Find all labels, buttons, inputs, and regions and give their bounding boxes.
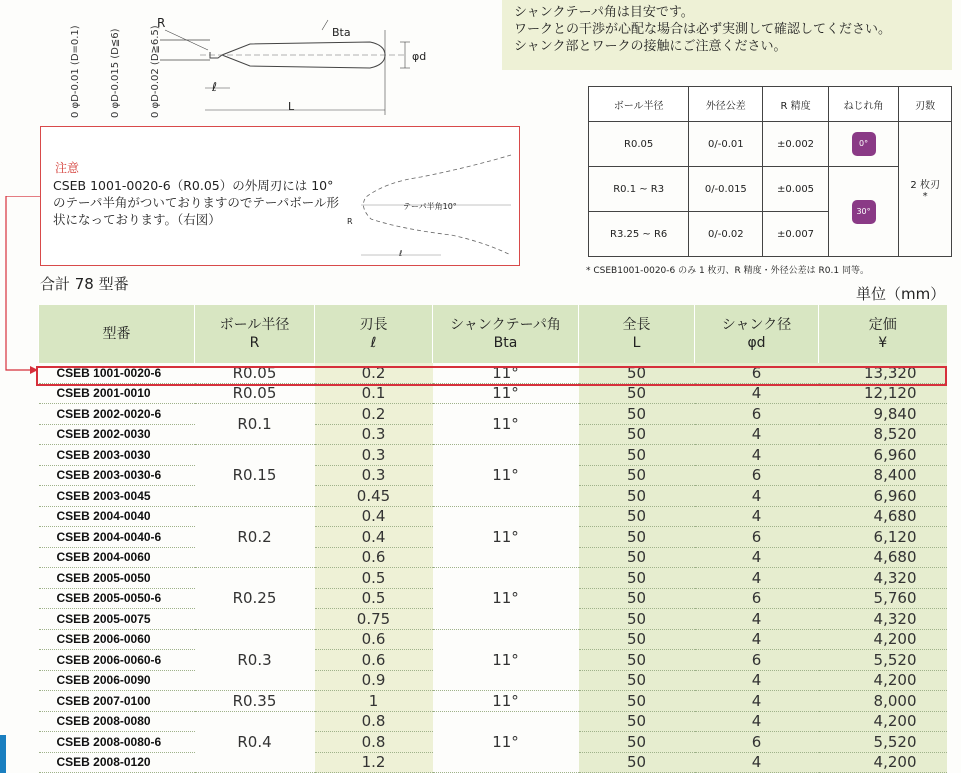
flute-length-cell: 0.2 <box>315 404 433 425</box>
model-cell: CSEB 2001-0010 <box>39 383 195 404</box>
model-cell: CSEB 2005-0075 <box>39 609 195 630</box>
dia-cell: 4 <box>695 670 819 691</box>
table-row <box>39 691 947 712</box>
radius-cell: R0.3 <box>195 629 315 691</box>
table-row <box>39 404 947 425</box>
price-cell: 4,200 <box>819 670 947 691</box>
length-cell: 50 <box>579 691 695 712</box>
taper-cell: 11° <box>433 383 579 404</box>
flutes-mark: * <box>922 191 928 202</box>
price-cell: 5,520 <box>819 650 947 671</box>
price-cell: 8,400 <box>819 465 947 486</box>
price-cell: 6,960 <box>819 445 947 466</box>
dia-cell: 4 <box>695 424 819 445</box>
radius-cell: R0.2 <box>195 506 315 568</box>
model-cell: CSEB 2003-0030 <box>39 445 195 466</box>
col-header-price: 定価 ¥ <box>819 305 947 363</box>
length-cell: 50 <box>579 609 695 630</box>
flute-length-cell: 0.3 <box>315 424 433 445</box>
length-cell: 50 <box>579 588 695 609</box>
spec-cell: R0.1 ~ R3 <box>589 167 689 212</box>
notice-line: シャンクテーパ角は目安です。 <box>514 5 694 20</box>
model-cell: CSEB 2008-0080 <box>39 711 195 732</box>
dia-cell: 4 <box>695 629 819 650</box>
length-cell: 50 <box>579 383 695 404</box>
dia-cell: 4 <box>695 445 819 466</box>
taper-angle-label: テーパ半角10° <box>403 202 457 211</box>
model-cell: CSEB 2004-0060 <box>39 547 195 568</box>
taper-cell: 11° <box>433 691 579 712</box>
table-row <box>39 629 947 650</box>
tool-dimension-drawing <box>60 0 480 125</box>
model-cell: CSEB 2004-0040 <box>39 506 195 527</box>
flute-length-cell: 0.5 <box>315 588 433 609</box>
model-cell: CSEB 2008-0080-6 <box>39 732 195 753</box>
length-cell: 50 <box>579 527 695 548</box>
notice-line: シャンク部とワークの接触にご注意ください。 <box>514 39 787 54</box>
flute-length-cell: 0.6 <box>315 629 433 650</box>
price-cell: 6,120 <box>819 527 947 548</box>
taper-cell: 11° <box>433 445 579 507</box>
col-header-radius: ボール半径 R <box>195 305 315 363</box>
dia-cell: 6 <box>695 650 819 671</box>
tolerance-label: 0 φD-0.01 (D=0.1) <box>70 25 81 118</box>
flute-length-cell: 0.4 <box>315 527 433 548</box>
dia-cell: 4 <box>695 383 819 404</box>
spec-footnote: * CSEB1001-0020-6 のみ 1 枚刃、R 精度・外径公差は R0.1 同等。 <box>586 266 869 276</box>
price-cell: 4,200 <box>819 711 947 732</box>
model-cell: CSEB 2006-0060 <box>39 629 195 650</box>
taper-cell: 11° <box>433 629 579 691</box>
table-row <box>39 711 947 732</box>
price-cell: 4,680 <box>819 506 947 527</box>
dia-cell: 4 <box>695 711 819 732</box>
length-cell: 50 <box>579 732 695 753</box>
spec-cell: ±0.002 <box>763 122 828 167</box>
length-cell: 50 <box>579 363 695 383</box>
length-cell: 50 <box>579 711 695 732</box>
price-cell: 5,520 <box>819 732 947 753</box>
taper-cell: 11° <box>433 404 579 445</box>
spec-cell: 0/-0.01 <box>689 122 763 167</box>
unit-label: 単位（mm） <box>856 285 946 303</box>
flute-length-symbol: ℓ <box>212 80 217 94</box>
model-cell: CSEB 1001-0020-6 <box>39 363 195 383</box>
flute-length-cell: 0.2 <box>315 363 433 383</box>
diagram-radius-label: R <box>347 217 353 226</box>
model-cell: CSEB 2006-0090 <box>39 670 195 691</box>
dia-cell: 6 <box>695 404 819 425</box>
caution-title: 注意 <box>55 161 80 175</box>
length-cell: 50 <box>579 752 695 773</box>
flute-length-cell: 0.8 <box>315 732 433 753</box>
length-cell: 50 <box>579 445 695 466</box>
model-cell: CSEB 2003-0045 <box>39 486 195 507</box>
col-header-flute-length: 刃長 ℓ <box>315 305 433 363</box>
model-cell: CSEB 2007-0100 <box>39 691 195 712</box>
table-row <box>39 568 947 589</box>
tolerance-label: 0 φD-0.015 (D≦6) <box>110 28 121 118</box>
col-header-overall-length: 全長 L <box>579 305 695 363</box>
price-cell: 13,320 <box>819 363 947 383</box>
dia-cell: 4 <box>695 609 819 630</box>
table-row <box>39 445 947 466</box>
radius-cell: R0.05 <box>195 383 315 404</box>
twist-angle-cell <box>828 122 899 167</box>
taper-ball-outline <box>341 137 516 261</box>
length-cell: 50 <box>579 547 695 568</box>
twist-angle-cell <box>828 167 899 257</box>
spec-header: R 精度 <box>763 87 828 122</box>
taper-cell: 11° <box>433 568 579 630</box>
price-cell: 9,840 <box>819 404 947 425</box>
twist-30-icon: 30° <box>852 200 876 224</box>
flute-length-cell: 0.1 <box>315 383 433 404</box>
highlighted-row-frame <box>36 366 947 386</box>
overall-length-symbol: L <box>288 100 295 113</box>
radius-cell: R0.15 <box>195 445 315 507</box>
length-cell: 50 <box>579 506 695 527</box>
spec-cell: R3.25 ~ R6 <box>589 212 689 257</box>
flute-length-cell: 0.45 <box>315 486 433 507</box>
flute-length-cell: 0.75 <box>315 609 433 630</box>
price-cell: 4,680 <box>819 547 947 568</box>
price-cell: 12,120 <box>819 383 947 404</box>
notice-box <box>502 0 952 70</box>
dia-cell: 6 <box>695 363 819 383</box>
dia-cell: 4 <box>695 691 819 712</box>
callout-arrow-icon <box>0 196 42 376</box>
spec-header: ねじれ角 <box>828 87 899 122</box>
model-cell: CSEB 2004-0040-6 <box>39 527 195 548</box>
bta-symbol: Bta <box>332 26 351 39</box>
spec-table <box>588 86 952 257</box>
price-cell: 5,760 <box>819 588 947 609</box>
flutes-value: 2 枚刃 <box>910 180 940 191</box>
dia-cell: 4 <box>695 506 819 527</box>
flute-length-cell: 0.6 <box>315 650 433 671</box>
flute-length-cell: 0.5 <box>315 568 433 589</box>
flute-length-cell: 0.3 <box>315 445 433 466</box>
price-cell: 4,320 <box>819 609 947 630</box>
spec-header: ボール半径 <box>589 87 689 122</box>
model-cell: CSEB 2003-0030-6 <box>39 465 195 486</box>
price-cell: 4,200 <box>819 629 947 650</box>
dia-cell: 6 <box>695 527 819 548</box>
model-cell: CSEB 2005-0050 <box>39 568 195 589</box>
diagram-length-label: ℓ <box>399 249 403 258</box>
spec-cell: 0/-0.02 <box>689 212 763 257</box>
radius-cell: R0.1 <box>195 404 315 445</box>
dia-cell: 4 <box>695 547 819 568</box>
flute-length-cell: 0.6 <box>315 547 433 568</box>
dia-cell: 4 <box>695 568 819 589</box>
radius-cell: R0.25 <box>195 568 315 630</box>
shank-dia-symbol: φd <box>412 50 427 63</box>
flute-length-cell: 0.3 <box>315 465 433 486</box>
price-cell: 8,000 <box>819 691 947 712</box>
model-cell: CSEB 2002-0030 <box>39 424 195 445</box>
model-cell: CSEB 2002-0020-6 <box>39 404 195 425</box>
spec-header: 外径公差 <box>689 87 763 122</box>
flute-length-cell: 0.9 <box>315 670 433 691</box>
flute-length-cell: 0.4 <box>315 506 433 527</box>
radius-cell: R0.35 <box>195 691 315 712</box>
notice-line: ワークとの干渉が心配な場合は必ず実測して確認してください。 <box>514 22 892 37</box>
radius-cell: R0.4 <box>195 711 315 773</box>
length-cell: 50 <box>579 629 695 650</box>
flutes-cell <box>899 122 952 257</box>
price-cell: 6,960 <box>819 486 947 507</box>
radius-cell: R0.05 <box>195 363 315 383</box>
dia-cell: 6 <box>695 732 819 753</box>
dia-cell: 6 <box>695 588 819 609</box>
model-cell: CSEB 2006-0060-6 <box>39 650 195 671</box>
col-header-shank-dia: シャンク径 φd <box>695 305 819 363</box>
radius-symbol: R <box>157 16 166 30</box>
page-edge-tab <box>0 735 6 773</box>
col-header-shank-taper: シャンクテーパ角 Bta <box>433 305 579 363</box>
table-row <box>39 383 947 404</box>
col-header-model: 型番 <box>39 305 195 363</box>
spec-cell: ±0.007 <box>763 212 828 257</box>
model-cell: CSEB 2008-0120 <box>39 752 195 773</box>
length-cell: 50 <box>579 486 695 507</box>
tolerance-label: 0 φD-0.02 (D≧6.5) <box>150 25 161 118</box>
length-cell: 50 <box>579 404 695 425</box>
price-cell: 4,320 <box>819 568 947 589</box>
length-cell: 50 <box>579 650 695 671</box>
price-cell: 4,200 <box>819 752 947 773</box>
total-count: 合計 78 型番 <box>40 275 129 293</box>
model-cell: CSEB 2005-0050-6 <box>39 588 195 609</box>
price-cell: 8,520 <box>819 424 947 445</box>
flute-length-cell: 1 <box>315 691 433 712</box>
caution-box <box>40 126 520 266</box>
length-cell: 50 <box>579 465 695 486</box>
spec-cell: ±0.005 <box>763 167 828 212</box>
dia-cell: 4 <box>695 486 819 507</box>
length-cell: 50 <box>579 568 695 589</box>
spec-cell: 0/-0.015 <box>689 167 763 212</box>
flute-length-cell: 0.8 <box>315 711 433 732</box>
spec-cell: R0.05 <box>589 122 689 167</box>
table-row <box>39 506 947 527</box>
spec-header: 刃数 <box>899 87 952 122</box>
dia-cell: 6 <box>695 465 819 486</box>
taper-ball-diagram <box>341 137 516 261</box>
taper-cell: 11° <box>433 363 579 383</box>
taper-cell: 11° <box>433 506 579 568</box>
taper-cell: 11° <box>433 711 579 773</box>
length-cell: 50 <box>579 424 695 445</box>
flute-length-cell: 1.2 <box>315 752 433 773</box>
caution-text: CSEB 1001-0020-6（R0.05）の外周刃には 10°のテーパ半角がついておりますのでテーパボール形状になっております。（右図） <box>53 178 340 227</box>
length-cell: 50 <box>579 670 695 691</box>
dia-cell: 4 <box>695 752 819 773</box>
twist-0-icon: 0° <box>852 132 876 156</box>
